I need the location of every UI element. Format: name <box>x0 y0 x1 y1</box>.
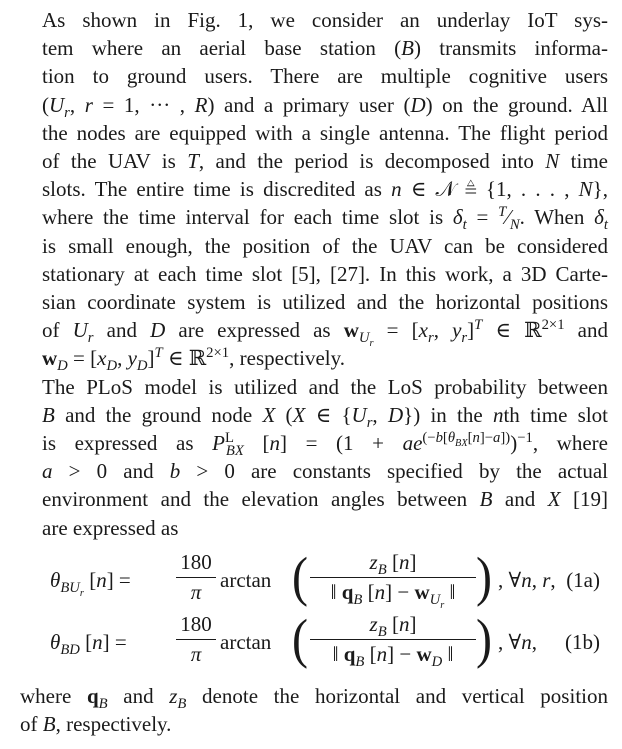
function-name: arctan <box>220 629 272 654</box>
text-line: slots. The entire time is discredited as n ∈ 𝒩 ≜ {1, . . . , N}, <box>42 177 608 202</box>
coefficient-fraction: $\frac{180}{\pi}$ <box>176 550 216 605</box>
text-line: the nodes are equipped with a single antenna. The flight period <box>42 120 608 145</box>
text-line: ($U_r$, r = 1, ··· , R) and a primary user (D) on the ground. All <box>42 92 608 121</box>
paragraph-system-model <box>20 6 608 373</box>
text-line: tem where an aerial base station (B) transmits informa- <box>42 36 608 61</box>
text-line: B and the ground node X (X ∈ {$U_r$, D}) in the nth time slot <box>42 402 608 432</box>
coefficient-fraction: $\frac{180}{\pi}$ <box>176 612 216 667</box>
equation-tag: (1b) <box>565 629 600 654</box>
text-line: sian coordinate system is utilized and the horizontal positions <box>42 290 608 315</box>
equation-1a: $\theta_{BU_r}$ [n] = $\frac{180}{\pi}$ arctan ( $z_B$ [n] ‖ $q_B$ $[n] - w_{U_r}$ ‖ ) , ∀n, r, (1a) <box>50 546 600 611</box>
text-line: of B, respectively. <box>20 712 172 737</box>
equation-condition: , ∀n, r, <box>498 567 556 592</box>
text-line: where the time interval for each time slot is $\delta_t$ = $^T⁄_N$. When $\delta_t$ <box>42 204 609 234</box>
equation-lhs: $\theta_{BD}$ [n] = <box>50 629 127 659</box>
text-line: is small enough, the position of the UAV can be considered <box>42 233 608 258</box>
equation-tag: (1a) <box>566 567 600 592</box>
text-line: The PLoS model is utilized and the LoS probability between <box>42 374 608 399</box>
argument-fraction: $\frac{z_B [n]}{‖ q_B [n] - w_D ‖}$ <box>310 612 476 667</box>
text-line: As shown in Fig. 1, we consider an underlay IoT sys- <box>42 8 608 32</box>
equation-1b: $\theta_{BD}$ [n] = $\frac{180}{\pi}$ arctan ( $\frac{z_B [n]}{‖ q_B [n] - w_D ‖}$ ) , ∀n, (1b) <box>50 608 600 671</box>
paragraph-plos-model <box>20 373 608 542</box>
argument-fraction: $z_B$ [n] ‖ $q_B$ $[n] - w_{U_r}$ ‖ <box>310 550 476 606</box>
text-line: of the UAV is T, and the period is decomposed into N time <box>42 149 608 174</box>
text-line: of $U_r$ and D are expressed as $w_{U_r} = [x_r$, $y_r]^T$ ∈ ℝ$^{2\times 1}$ and <box>42 317 608 350</box>
equation-lhs: $\theta_{BU_r}$ [n] = <box>50 567 131 599</box>
text-line: stationary at each time slot [5], [27]. In this work, a 3D Carte- <box>42 261 608 286</box>
text-line: is expressed as $P^L_{BX}$ $[n] = (1 + ae^{(-b[\theta_{BX}[n]-a])})^{-1}$, where <box>42 430 608 460</box>
paragraph-position-definition <box>20 682 608 738</box>
text-line: tion to ground users. There are multiple cognitive users <box>42 64 608 89</box>
text-line: $w_D = [x_D$, $y_D]^T$ ∈ ℝ$^{2\times 1}$, respectively. <box>42 345 345 375</box>
equation-condition: , ∀n, <box>498 629 537 654</box>
text-line: environment and the elevation angles between B and X [19] <box>42 487 608 512</box>
text-line: where $q_B$ and $z_B$ denote the horizontal and vertical position <box>20 683 608 713</box>
text-line: are expressed as <box>42 515 179 540</box>
text-line: a > 0 and b > 0 are constants specified by the actual <box>42 459 608 484</box>
function-name: arctan <box>220 567 272 592</box>
